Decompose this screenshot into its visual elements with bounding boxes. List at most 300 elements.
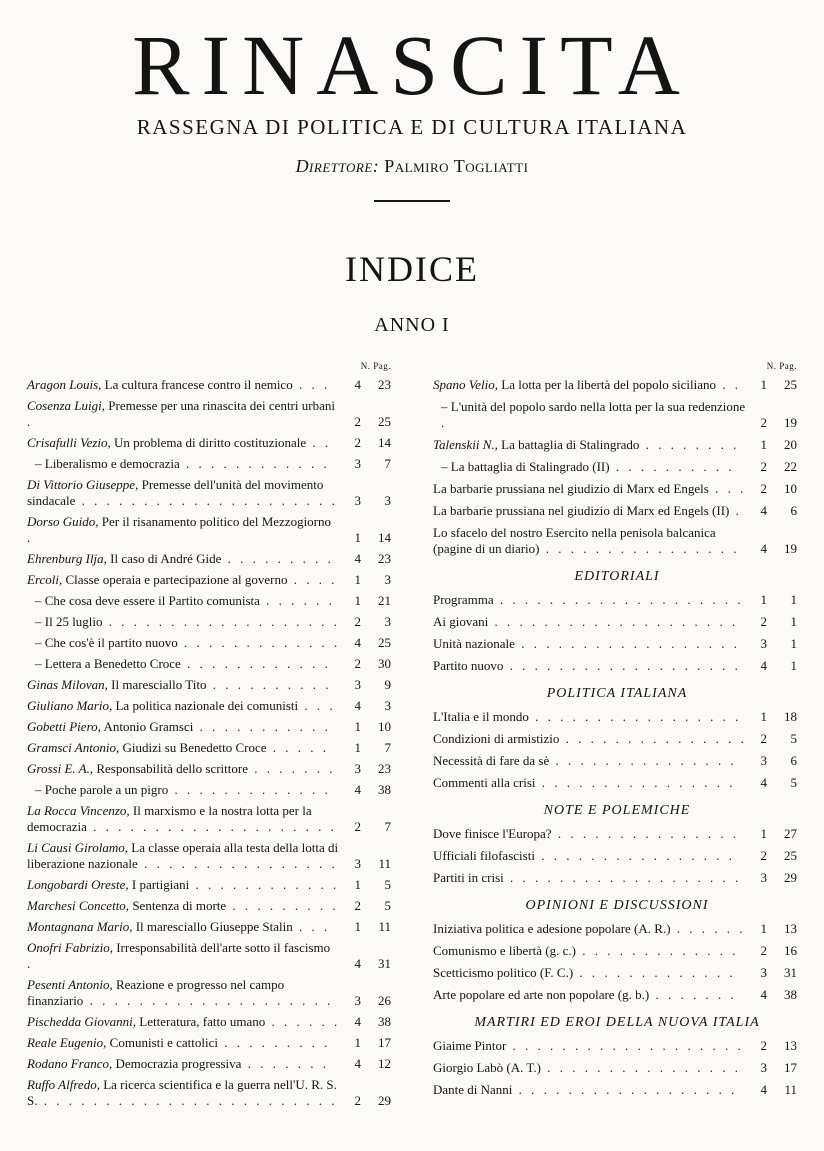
- page-number: 14: [378, 435, 391, 450]
- index-entry: [27, 697, 395, 715]
- issue-number: 2: [354, 898, 361, 913]
- entry-title: Responsabilità dello scrittore: [96, 761, 248, 776]
- leader-dots: . . . . . . . . . . . . . . . . . . . .: [83, 993, 334, 1008]
- index-entry: [433, 657, 801, 675]
- entry-author: Gramsci Antonio,: [27, 740, 120, 755]
- page-number: 38: [378, 782, 391, 797]
- leader-dots: . . . . . . . . . . . .: [179, 456, 330, 471]
- index-entry: [27, 655, 395, 673]
- entry-author: Giuliano Mario,: [27, 698, 113, 713]
- entry-title: Premesse per una rinascita dei centri urbani: [108, 398, 335, 413]
- leader-dots: . . . . . . . . . . . . . . .: [549, 753, 737, 768]
- page-number: 5: [384, 898, 391, 913]
- index-entry: [27, 781, 395, 799]
- section-heading: OPINIONI E DISCUSSIONI: [525, 898, 709, 913]
- entry-numbers: [749, 437, 801, 453]
- page-number: 5: [790, 775, 797, 790]
- leader-dots: . . . . . . . . . . . . . . . . . . . .: [488, 614, 739, 629]
- index-heading: INDICE: [345, 249, 479, 289]
- page-number: 9: [384, 677, 391, 692]
- entry-title: Il maresciallo Tito: [111, 677, 207, 692]
- entry-title: La barbarie prussiana nel giudizio di Marx ed Engels: [433, 481, 709, 496]
- issue-number: 4: [354, 698, 361, 713]
- section-heading: EDITORIALI: [574, 569, 660, 584]
- entry-title: Democrazia progressiva: [115, 1056, 242, 1071]
- issue-number: 1: [354, 740, 361, 755]
- entry-author: Rodano Franco,: [27, 1056, 113, 1071]
- leader-dots: . . . . . . . . . . . . . . . .: [540, 1060, 741, 1075]
- leader-dots: . . .: [292, 919, 331, 934]
- page-number: 30: [378, 656, 391, 671]
- entry-title: Scetticismo politico (F. C.): [433, 965, 574, 980]
- index-entry: [27, 455, 395, 473]
- index-entry: [433, 1081, 801, 1099]
- leader-dots: . . . . . . . . . . . . . . .: [559, 731, 747, 746]
- entry-author: Ginas Milovan,: [27, 677, 108, 692]
- issue-number: 2: [760, 481, 767, 496]
- issue-number: 3: [760, 870, 767, 885]
- leader-dots: . . . . . . . . . . . .: [189, 877, 340, 892]
- leader-dots: . . . . . . . . . . . . . . . . . . .: [102, 614, 341, 629]
- page-number: 10: [378, 719, 391, 734]
- leader-dots: . . . . . . . . . . . . . . . . . . . . .: [75, 493, 338, 508]
- entry-title: Giaime Pintor: [433, 1038, 507, 1053]
- entry-numbers: [343, 614, 395, 630]
- entry-title: Dante di Nanni: [433, 1082, 513, 1097]
- page-number: 7: [384, 819, 391, 834]
- index-entry: [27, 676, 395, 694]
- issue-number: 4: [760, 503, 767, 518]
- issue-number: 4: [760, 658, 767, 673]
- index-entry: [27, 897, 395, 915]
- entry-author: Marchesi Concetto,: [27, 898, 130, 913]
- entry-numbers: [749, 503, 801, 519]
- issue-number: 2: [760, 459, 767, 474]
- entry-title: La classe operaia alla testa della lotta di liberazione nazionale: [27, 840, 339, 871]
- entry-title: Comunismo e libertà (g. c.): [433, 943, 576, 958]
- issue-number: 1: [354, 877, 361, 892]
- index-entry: [433, 613, 801, 631]
- index-entry: [27, 1034, 395, 1052]
- leader-dots: . . . . . . . . . . .: [193, 719, 331, 734]
- entry-author: Reale Eugenio,: [27, 1035, 107, 1050]
- leader-dots: . . . . . . . . . . . . . . . . . . . .: [493, 592, 744, 607]
- leader-dots: . . . . . . . . . . . . . . .: [551, 826, 740, 841]
- page-number: 13: [784, 1038, 797, 1053]
- index-entry: [433, 869, 801, 887]
- page-number: 21: [378, 593, 391, 608]
- index-entry: [433, 524, 801, 558]
- entry-numbers: [749, 592, 801, 608]
- entry-numbers: [749, 965, 801, 981]
- leader-dots: . . . . .: [266, 740, 330, 755]
- issue-number: 2: [354, 414, 361, 429]
- entry-numbers: [343, 377, 395, 393]
- index-entry: [27, 876, 395, 894]
- entry-numbers: [749, 943, 801, 959]
- entry-numbers: [343, 435, 395, 451]
- issue-number: 3: [760, 636, 767, 651]
- page-number: 25: [784, 848, 797, 863]
- column-header-left: N. Pag.: [360, 361, 391, 371]
- entry-numbers: [749, 1038, 801, 1054]
- page-number: 7: [384, 740, 391, 755]
- index-entry: [433, 458, 801, 476]
- entry-title: Unità nazionale: [433, 636, 515, 651]
- issue-number: 1: [354, 1035, 361, 1050]
- page-number: 19: [784, 541, 797, 556]
- leader-dots: . . . . . . . . . . . . .: [575, 943, 739, 958]
- entry-numbers: [749, 826, 801, 842]
- index-entry: [27, 434, 395, 452]
- entry-title: – Che cosa deve essere il Partito comunista: [35, 593, 260, 608]
- entry-numbers: [343, 719, 395, 735]
- entry-author: Li Causi Girolamo,: [27, 840, 129, 855]
- entry-numbers: [343, 572, 395, 588]
- entry-author: Pischedda Giovanni,: [27, 1014, 137, 1029]
- entry-title: La battaglia di Stalingrado: [501, 437, 640, 452]
- entry-numbers: [343, 493, 395, 509]
- leader-dots: .: [27, 530, 34, 545]
- issue-number: 4: [354, 635, 361, 650]
- entry-author: Gobetti Piero,: [27, 719, 101, 734]
- director-label: Direttore:: [295, 156, 380, 176]
- issue-number: 3: [354, 493, 361, 508]
- index-entry: [27, 476, 395, 510]
- index-entry: [433, 398, 801, 432]
- issue-number: 3: [354, 677, 361, 692]
- page-number: 17: [378, 1035, 391, 1050]
- leader-dots: . . . . . . . . . . . . . . . . . . .: [503, 870, 742, 885]
- entry-title: La lotta per la libertà del popolo siciliano: [501, 377, 717, 392]
- left-column: [27, 358, 395, 1113]
- leader-dots: . . . . . . .: [649, 987, 737, 1002]
- issue-number: 2: [760, 943, 767, 958]
- leader-dots: . . . . . . . . . . . . . . . . .: [528, 709, 742, 724]
- index-entry: [433, 825, 801, 843]
- entry-title: – Poche parole a un pigro: [35, 782, 169, 797]
- leader-dots: . . . . . . . . . . . . . . . . . . . .: [86, 819, 337, 834]
- entry-title: – Che cos'è il partito nuovo: [35, 635, 178, 650]
- entry-title: Il caso di André Gide: [110, 551, 222, 566]
- leader-dots: .: [441, 415, 448, 430]
- entry-title: Condizioni di armistizio: [433, 731, 560, 746]
- index-entry: [27, 550, 395, 568]
- index-entry: [27, 802, 395, 836]
- entry-author: Longobardi Oreste,: [27, 877, 129, 892]
- leader-dots: .: [27, 414, 34, 429]
- entry-author: Grossi E. A.,: [27, 761, 94, 776]
- entry-title: La barbarie prussiana nel giudizio di Marx ed Engels (II): [433, 503, 730, 518]
- leader-dots: . . .: [292, 377, 331, 392]
- issue-number: 2: [354, 656, 361, 671]
- entry-numbers: [343, 656, 395, 672]
- issue-number: 1: [760, 592, 767, 607]
- page-number: 1: [790, 636, 797, 651]
- entry-title: Arte popolare ed arte non popolare (g. b.): [433, 987, 650, 1002]
- entry-numbers: [749, 921, 801, 937]
- page-number: 14: [378, 530, 391, 545]
- year-heading: ANNO I: [374, 314, 450, 336]
- entry-title: Ai giovani: [433, 614, 489, 629]
- index-entry: [27, 939, 395, 973]
- entry-author: Aragon Louis,: [27, 377, 102, 392]
- entry-title: La ricerca scientifica e la guerra nell'U. R. S. S.: [27, 1077, 337, 1108]
- issue-number: 4: [354, 551, 361, 566]
- page-number: 10: [784, 481, 797, 496]
- entry-author: Onofri Fabrizio,: [27, 940, 113, 955]
- issue-number: 2: [760, 848, 767, 863]
- page-number: 23: [378, 377, 391, 392]
- index-entry: [433, 635, 801, 653]
- page-number: 13: [784, 921, 797, 936]
- page-number: 6: [790, 753, 797, 768]
- entry-numbers: [343, 1056, 395, 1072]
- entry-title: Comunisti e cattolici: [109, 1035, 218, 1050]
- page-number: 19: [784, 415, 797, 430]
- entry-title: Letteratura, fatto umano: [139, 1014, 266, 1029]
- index-entry: [27, 513, 395, 547]
- entry-title: Un problema di diritto costituzionale: [114, 435, 307, 450]
- section-heading: MARTIRI ED EROI DELLA NUOVA ITALIA: [474, 1015, 760, 1030]
- issue-number: 3: [354, 856, 361, 871]
- entry-title: La cultura francese contro il nemico: [104, 377, 293, 392]
- entry-numbers: [343, 1014, 395, 1030]
- issue-number: 1: [354, 919, 361, 934]
- index-entry: [27, 592, 395, 610]
- issue-number: 4: [354, 1014, 361, 1029]
- leader-dots: . . .: [298, 698, 336, 713]
- issue-number: 4: [760, 1082, 767, 1097]
- leader-dots: . . . . . . . . . . . . .: [177, 635, 341, 650]
- director-name: Palmiro Togliatti: [384, 156, 529, 176]
- magazine-subtitle: RASSEGNA DI POLITICA E DI CULTURA ITALIANA: [136, 115, 688, 139]
- entry-numbers: [343, 993, 395, 1009]
- entry-title: – Liberalismo e democrazia: [35, 456, 180, 471]
- page-number: 17: [784, 1060, 797, 1075]
- entry-title: Iniziativa politica e adesione popolare (A. R.): [433, 921, 671, 936]
- entry-author: Dorso Guido,: [27, 514, 99, 529]
- page-number: 25: [784, 377, 797, 392]
- entry-numbers: [749, 481, 801, 497]
- index-entry: [433, 986, 801, 1004]
- issue-number: 1: [760, 921, 767, 936]
- title-rule: [374, 200, 450, 202]
- entry-title: La politica nazionale dei comunisti: [115, 698, 299, 713]
- entry-numbers: [343, 956, 395, 972]
- page-number: 6: [790, 503, 797, 518]
- left-entry-list: [27, 376, 395, 1110]
- leader-dots: . . . . . . . .: [639, 437, 740, 452]
- entry-title: Il maresciallo Giuseppe Stalin: [135, 919, 293, 934]
- entry-numbers: [749, 753, 801, 769]
- entry-author: Crisafulli Vezio,: [27, 435, 111, 450]
- leader-dots: . . . . . . . . . . . . . . . .: [534, 848, 735, 863]
- entry-author: Cosenza Luigi,: [27, 398, 106, 413]
- leader-dots: . . . . . . . . . . . . . . . .: [137, 856, 338, 871]
- leader-dots: . . . . . . . . . . . . . . . .: [535, 775, 736, 790]
- index-entry: [433, 502, 801, 520]
- magazine-title: RINASCITA: [132, 17, 692, 113]
- page-number: 29: [784, 870, 797, 885]
- index-entry: [433, 1037, 801, 1055]
- page-number: 31: [378, 956, 391, 971]
- page-number: 26: [378, 993, 391, 1008]
- entry-title: Programma: [433, 592, 494, 607]
- leader-dots: . . . . . . . . . . . . . . . . . .: [514, 636, 740, 651]
- page-number: 7: [384, 456, 391, 471]
- issue-number: 2: [354, 435, 361, 450]
- issue-number: 2: [760, 731, 767, 746]
- issue-number: 4: [354, 782, 361, 797]
- issue-number: 4: [760, 987, 767, 1002]
- index-entry: [433, 730, 801, 748]
- entry-title: Per il risanamento politico del Mezzogiorno: [101, 514, 332, 529]
- page-number: 3: [384, 572, 391, 587]
- issue-number: 1: [354, 719, 361, 734]
- page-number: 20: [784, 437, 797, 452]
- index-entry: [27, 1013, 395, 1031]
- leader-dots: .: [729, 503, 742, 518]
- issue-number: 3: [354, 993, 361, 1008]
- leader-dots: .: [27, 956, 34, 971]
- leader-dots: . .: [716, 377, 742, 392]
- entry-numbers: [343, 782, 395, 798]
- issue-number: 1: [760, 709, 767, 724]
- page-number: 16: [784, 943, 797, 958]
- entry-numbers: [749, 614, 801, 630]
- index-entry: [433, 752, 801, 770]
- entry-title: – L'unità del popolo sardo nella lotta per la sua redenzione: [441, 399, 746, 414]
- page-number: 3: [384, 614, 391, 629]
- leader-dots: . . . . . . .: [241, 1056, 329, 1071]
- issue-number: 4: [760, 541, 767, 556]
- entry-numbers: [343, 819, 395, 835]
- issue-number: 1: [760, 377, 767, 392]
- page-number: 22: [784, 459, 797, 474]
- issue-number: 4: [760, 775, 767, 790]
- index-entry: [27, 1076, 395, 1110]
- page-number: 3: [384, 493, 391, 508]
- entry-numbers: [749, 987, 801, 1003]
- entry-numbers: [749, 377, 801, 393]
- issue-number: 1: [354, 593, 361, 608]
- issue-number: 2: [354, 1093, 361, 1108]
- leader-dots: . . . . . . . . . . . .: [180, 656, 331, 671]
- index-entry: [433, 942, 801, 960]
- entry-numbers: [749, 459, 801, 475]
- entry-title: Ufficiali filofascisti: [433, 848, 535, 863]
- entry-numbers: [343, 1035, 395, 1051]
- leader-dots: . . . . . . . . .: [226, 898, 339, 913]
- entry-title: Sentenza di morte: [132, 898, 227, 913]
- entry-author: Di Vittorio Giuseppe,: [27, 477, 139, 492]
- entry-author: Ercoli,: [27, 572, 63, 587]
- index-entry: [433, 847, 801, 865]
- index-entry: [27, 839, 395, 873]
- page-number: 3: [384, 698, 391, 713]
- entry-title: Giudizi su Benedetto Croce: [122, 740, 267, 755]
- index-entry: [433, 480, 801, 498]
- entry-title: Partiti in crisi: [433, 870, 504, 885]
- entry-author: Spano Velio,: [433, 377, 498, 392]
- entry-numbers: [343, 456, 395, 472]
- page-number: 5: [790, 731, 797, 746]
- index-entry: [27, 571, 395, 589]
- index-entry: [27, 976, 395, 1010]
- issue-number: 3: [760, 965, 767, 980]
- entry-numbers: [343, 551, 395, 567]
- index-entry: [433, 964, 801, 982]
- page-number: 31: [784, 965, 797, 980]
- entry-title: – Il 25 luglio: [35, 614, 103, 629]
- issue-number: 2: [760, 614, 767, 629]
- page-number: 38: [784, 987, 797, 1002]
- issue-number: 3: [354, 456, 361, 471]
- entry-numbers: [749, 658, 801, 674]
- page-number: 1: [790, 614, 797, 629]
- leader-dots: . . . . . .: [259, 593, 335, 608]
- index-entry: [433, 708, 801, 726]
- entry-title: Antonio Gramsci: [103, 719, 194, 734]
- leader-dots: . . . . . . . . . . . . .: [168, 782, 331, 797]
- issue-number: 1: [760, 437, 767, 452]
- index-entry: [27, 376, 395, 394]
- index-entry: [27, 613, 395, 631]
- entry-numbers: [749, 1082, 801, 1098]
- director-line: [0, 156, 824, 177]
- leader-dots: . . . . . . . . . .: [206, 677, 332, 692]
- entry-title: – La battaglia di Stalingrado (II): [441, 459, 610, 474]
- entry-numbers: [749, 415, 801, 431]
- entry-author: Ruffo Alfredo,: [27, 1077, 100, 1092]
- page-number: 29: [378, 1093, 391, 1108]
- entry-numbers: [343, 635, 395, 651]
- entry-numbers: [343, 877, 395, 893]
- entry-numbers: [749, 775, 801, 791]
- issue-number: 2: [354, 819, 361, 834]
- leader-dots: . .: [306, 435, 332, 450]
- leader-dots: . . . . . . .: [247, 761, 336, 776]
- entry-author: Talenskii N.,: [433, 437, 498, 452]
- entry-title: Partito nuovo: [433, 658, 504, 673]
- page-number: 25: [378, 635, 391, 650]
- issue-number: 4: [354, 377, 361, 392]
- leader-dots: . . . . . . . . . . . . . . . .: [539, 541, 740, 556]
- entry-author: Ehrenburg Ilja,: [27, 551, 107, 566]
- entry-numbers: [343, 1093, 395, 1109]
- leader-dots: . . . . . . . . . . . . .: [573, 965, 736, 980]
- leader-dots: . . . . . . . . . . . . . . . . . . .: [506, 1038, 744, 1053]
- leader-dots: . . . .: [287, 572, 338, 587]
- entry-title: I partigiani: [131, 877, 190, 892]
- section-heading: POLITICA ITALIANA: [546, 686, 688, 701]
- issue-number: 2: [760, 415, 767, 430]
- leader-dots: . . . . . . . . . . . . . . . . . . . . . . . .: [37, 1093, 338, 1108]
- page-number: 27: [784, 826, 797, 841]
- column-header-right: N. Pag.: [766, 361, 797, 371]
- entry-numbers: [749, 848, 801, 864]
- entry-numbers: [343, 898, 395, 914]
- entry-title: Commenti alla crisi: [433, 775, 536, 790]
- issue-number: 3: [354, 761, 361, 776]
- issue-number: 2: [760, 1038, 767, 1053]
- issue-number: 1: [354, 530, 361, 545]
- page-number: 38: [378, 1014, 391, 1029]
- index-entry: [27, 760, 395, 778]
- issue-number: 2: [354, 614, 361, 629]
- entry-title: L'Italia e il mondo: [433, 709, 529, 724]
